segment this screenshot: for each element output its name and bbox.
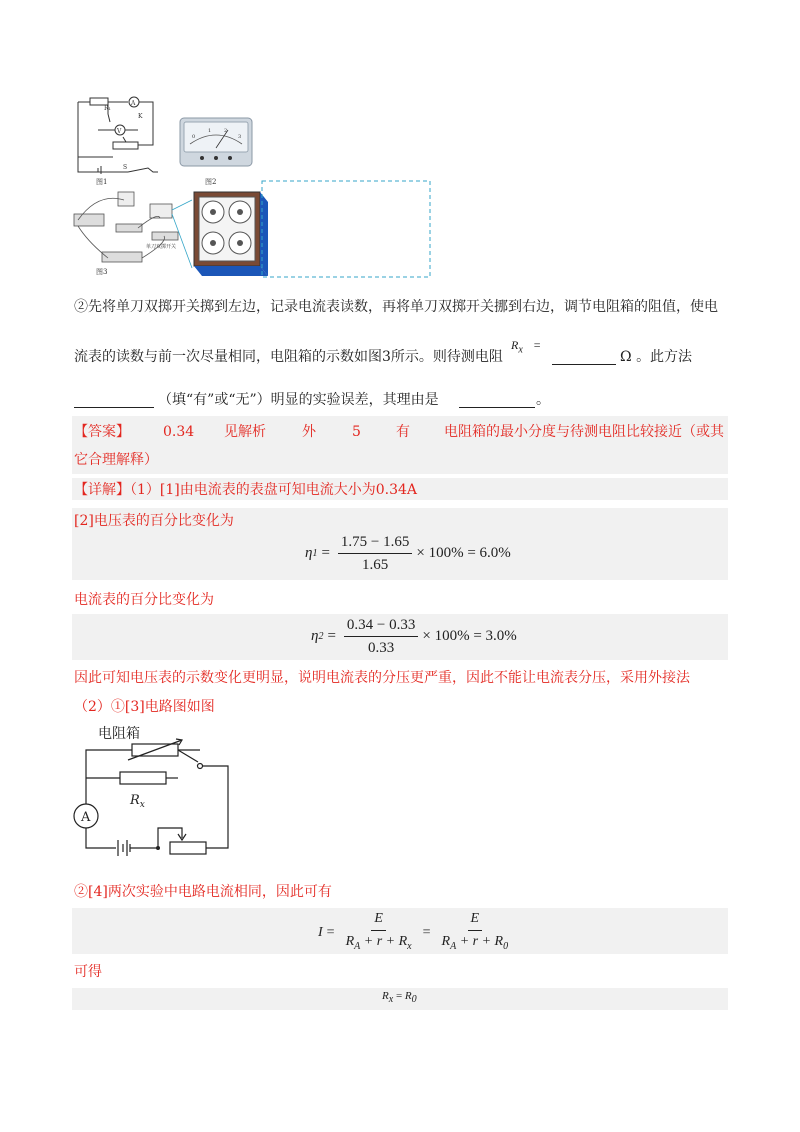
answer-item-2: 见解析 [224, 424, 266, 440]
detail-p5: （2）①[3]电路图如图 [74, 699, 215, 715]
question-line-2-prefix: 流表的读数与前一次尽量相同，电阻箱的示数如图3所示。则待测电阻 [74, 349, 503, 365]
detail-p6: ②[4]两次实验中电路电流相同，因此可有 [74, 884, 332, 900]
ammeter-symbol: A [131, 100, 136, 107]
answer-line-2: 它合理解释） [74, 452, 158, 468]
fig3-label: 图3 [96, 268, 108, 276]
circuit-diagram [70, 720, 240, 860]
answer-item-1: 0.34 [163, 424, 195, 440]
fig2-meter [180, 118, 252, 166]
switch-k-label: K [138, 113, 143, 120]
experiment-figure [68, 92, 440, 280]
meter-mark-0: 0 [192, 134, 196, 140]
question-line-1: ②先将单刀双掷开关掷到左边，记录电流表读数，再将单刀双掷开关挪到右边，调节电阻箱的阻值，使电 [74, 299, 718, 315]
question-line-2-suffix: Ω 。此方法 [620, 349, 693, 365]
circuit-resistance-box-label: 电阻箱 [98, 726, 140, 742]
equation-2: η 2 = $\frac{0.34 - 0.33}{0.33}$ × 100% = 3.0% [311, 617, 517, 656]
answer-blank-resistance[interactable] [552, 348, 616, 365]
equation-4: $R_x = R_0$ [382, 990, 417, 1006]
switch-s-label: S [123, 164, 128, 171]
detail-p7: 可得 [74, 964, 102, 980]
meter-mark-1: 1 [208, 128, 212, 134]
callout-line [172, 214, 192, 268]
fig1-r1-label: R₁ [104, 105, 111, 112]
answer-item-3: 外 [302, 424, 316, 440]
answer-item-5: 有 [396, 424, 410, 440]
fig2-label: 图2 [205, 178, 217, 186]
detail-label: 【详解】 [74, 482, 130, 498]
answer-item-6: 电阻箱的最小分度与待测电阻比较接近（或其 [444, 424, 724, 440]
meter-mark-2: 2 [224, 128, 228, 134]
question-line-2 [74, 347, 503, 367]
detail-p4: 因此可知电压表的示数变化更明显，说明电流表的分压更严重，因此不能让电流表分压，采用外接法 [74, 670, 690, 686]
knife-switch-label: 单刀双掷开关 [146, 244, 177, 250]
detail-first-line: 【详解】（1）[1]由电流表的表盘可知电流大小为0.34A [74, 482, 418, 498]
callout-line [172, 200, 192, 210]
dashed-placeholder-box [262, 181, 430, 277]
answer-label: 【答案】 [74, 424, 130, 440]
question-line-3-end: 。 [536, 392, 550, 408]
equation-3: I = $\frac{E}{R_A + r + R_x}$ = $\frac{E}{R_A + r + R_0}$ [318, 911, 509, 952]
circuit-rx-label: $R_x$ [130, 793, 145, 810]
fig1-label: 图1 [96, 178, 108, 186]
rx-symbol: $R_x$ = [511, 338, 541, 356]
answer-blank-error[interactable] [74, 391, 154, 408]
question-line-3: （填“有”或“无”）明显的实验误差，其理由是 [158, 392, 439, 408]
resistance-box [194, 192, 268, 276]
voltmeter-symbol: V [117, 128, 122, 135]
answer-blank-reason[interactable] [459, 391, 535, 408]
equation-1: η 1 = $\frac{1.75 - 1.65}{1.65}$ × 100% = 6.0% [305, 534, 511, 573]
detail-p3: 电流表的百分比变化为 [74, 592, 214, 608]
fig3-apparatus [74, 192, 178, 262]
detail-p2: [2]电压表的百分比变化为 [74, 513, 234, 529]
fig1-circuit [78, 97, 158, 174]
meter-mark-3: 3 [238, 134, 242, 140]
answer-item-4: 5 [352, 424, 361, 440]
circuit-ammeter-symbol: A [81, 810, 91, 825]
